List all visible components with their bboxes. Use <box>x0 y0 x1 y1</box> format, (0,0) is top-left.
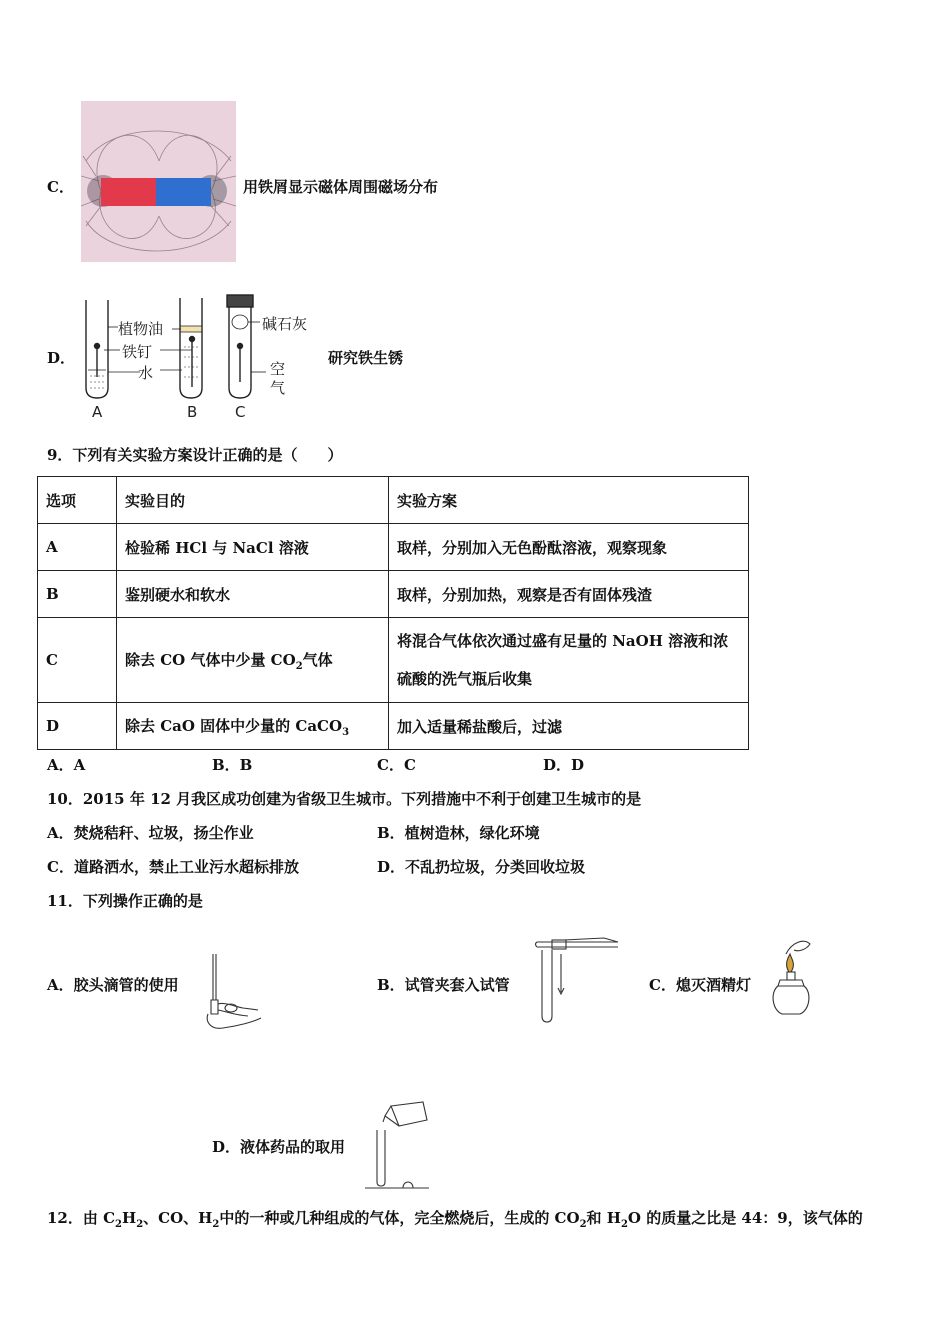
experiment-table <box>37 476 749 750</box>
question-10-stem: 10．2015 年 12 月我区成功创建为省级卫生城市。下列措施中不利于创建卫生城市的是 <box>47 790 642 808</box>
q11-choice-a: A．胶头滴管的使用 <box>47 976 179 994</box>
table-row <box>38 618 749 703</box>
label-tube-b: B <box>187 403 198 421</box>
question-9-stem: 9．下列有关实验方案设计正确的是（ ） <box>47 446 343 464</box>
option-letter-d: D． <box>47 349 76 367</box>
label-air-2: 气 <box>270 379 286 397</box>
label-air-1: 空 <box>270 360 286 378</box>
header-goal: 实验目的 <box>117 477 389 524</box>
q9-choice-b: B．B <box>212 756 253 774</box>
label-tube-a: A <box>92 403 103 421</box>
cell-plan: 加入适量稀盐酸后，过滤 <box>389 703 749 750</box>
q10-choice-c: C．道路洒水，禁止工业污水超标排放 <box>47 858 299 876</box>
q11-choice-b: B．试管夹套入试管 <box>377 976 510 994</box>
test-tube-clamp-figure <box>534 936 622 1024</box>
cell-goal: 除去 CaO 固体中少量的 CaCO$_3$ <box>117 703 389 750</box>
label-oil: 植物油 <box>118 320 164 338</box>
question-11-stem: 11．下列操作正确的是 <box>47 892 203 910</box>
option-letter-c: C． <box>47 178 74 196</box>
q10-choice-b: B．植树造林，绿化环境 <box>377 824 540 842</box>
cell-plan: 取样，分别加热，观察是否有固体残渣 <box>389 571 749 618</box>
option-c-caption: 用铁屑显示磁体周围磁场分布 <box>243 178 439 196</box>
label-tube-c: C <box>235 403 246 421</box>
question-12-stem: 12．由 $C_2H_2$、CO、$H_2$中的一种或几种组成的气体，完全燃烧后，生成的 $CO_2$和 $H_2O$ 的质量之比是 44：9，该气体的 <box>47 1209 863 1230</box>
q11-choice-c: C．熄灭酒精灯 <box>649 976 751 994</box>
q9-choice-d: D．D <box>543 756 585 774</box>
iron-rust-diagram <box>82 292 322 422</box>
cell-goal: 检验稀 HCl 与 NaCl 溶液 <box>117 524 389 571</box>
cell-option: B <box>38 571 117 618</box>
cell-plan: 将混合气体依次通过盛有足量的 NaOH 溶液和浓硫酸的洗气瓶后收集 <box>389 618 749 703</box>
cell-option: C <box>38 618 117 703</box>
option-d-caption: 研究铁生锈 <box>328 349 404 367</box>
table-row <box>38 524 749 571</box>
liquid-pouring-figure <box>363 1100 431 1192</box>
cell-option: A <box>38 524 117 571</box>
label-nail: 铁钉 <box>122 343 153 361</box>
cell-plan: 取样，分别加入无色酚酞溶液，观察现象 <box>389 524 749 571</box>
alcohol-lamp-figure <box>766 936 816 1020</box>
q10-choice-d: D．不乱扔垃圾，分类回收垃圾 <box>377 858 586 876</box>
table-header-row <box>38 477 749 524</box>
cell-option: D <box>38 703 117 750</box>
q9-choice-c: C．C <box>377 756 416 774</box>
cell-goal: 除去 CO 气体中少量 $CO_2$气体 <box>117 618 389 703</box>
table-row <box>38 703 749 750</box>
dropper-hand-figure <box>203 952 265 1037</box>
header-plan: 实验方案 <box>389 477 749 524</box>
magnet-field-image <box>81 101 236 262</box>
q9-choice-a: A．A <box>47 756 86 774</box>
header-option: 选项 <box>38 477 117 524</box>
label-lime: 碱石灰 <box>262 315 308 333</box>
cell-goal: 鉴别硬水和软水 <box>117 571 389 618</box>
q10-choice-a: A．焚烧秸秆、垃圾，扬尘作业 <box>47 824 254 842</box>
table-row <box>38 571 749 618</box>
label-water: 水 <box>138 364 154 382</box>
q11-choice-d: D．液体药品的取用 <box>212 1138 346 1156</box>
